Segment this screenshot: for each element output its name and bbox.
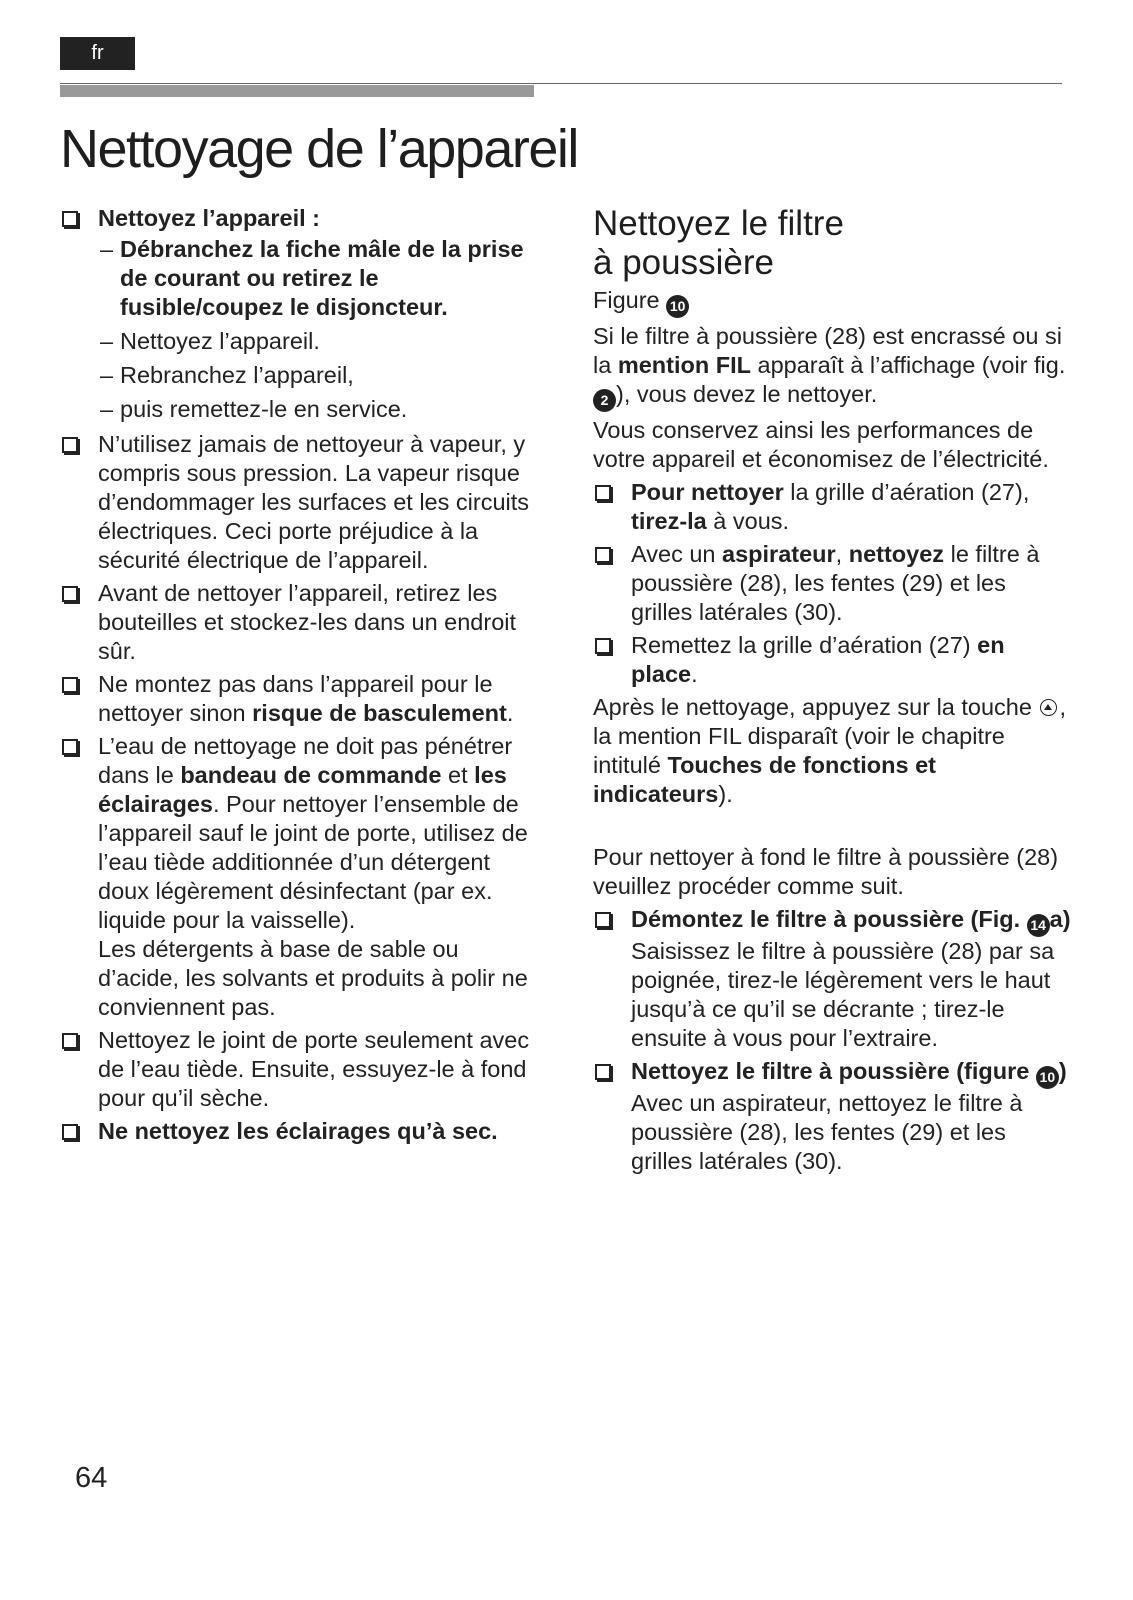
- checkbox-bullet-icon: [595, 912, 611, 928]
- paragraph-text: ), vous devez le nettoyer.: [616, 381, 878, 407]
- figure-label: Figure: [593, 287, 667, 313]
- item-bold-text: Pour nettoyer: [631, 479, 784, 505]
- item-bold-text: Nettoyez le filtre à poussière (figure: [631, 1058, 1036, 1084]
- sub-item-text: Débranchez la fiche mâle de la prise de courant ou retirez le fusible/coupez le disjoncteur.: [120, 236, 524, 320]
- item-text: .: [691, 661, 698, 687]
- item-bold-text: tirez-la: [631, 508, 707, 534]
- checkbox-bullet-icon: [595, 638, 611, 654]
- dash-bullet: –: [100, 328, 114, 354]
- sub-list-item: [98, 361, 540, 390]
- figure-number-badge: 10: [1036, 1066, 1059, 1089]
- item-bold-text: Démontez le filtre à poussière (Fig.: [631, 906, 1027, 932]
- item-text: à vous.: [706, 508, 790, 534]
- figure-number-badge: 14: [1027, 914, 1050, 937]
- list-item: [593, 1057, 1073, 1176]
- item-bold-text: a): [1049, 906, 1071, 932]
- item-bold-text: nettoyez: [848, 541, 945, 567]
- list-item: [593, 540, 1073, 627]
- right-checklist-procedure: [593, 905, 1073, 1176]
- paragraph-text: Si le filtre à poussière (28) est encrassé ou si la: [593, 323, 1062, 378]
- list-item: [60, 1026, 540, 1113]
- list-item: [60, 204, 540, 424]
- paragraph-bold-text: mention FIL: [617, 352, 751, 378]
- item-text: .: [506, 700, 514, 726]
- item-text: N’utilisez jamais de nettoyeur à vapeur, y compris sous pression. La vapeur risque d’endommager les surfaces et les circuits électriques. Ceci porte préjudice à la sécurité électrique de l’appareil.: [98, 431, 530, 573]
- checkbox-bullet-icon: [62, 586, 78, 602]
- item-text: et: [441, 762, 475, 788]
- item-text: Saisissez le filtre à poussière (28) par sa poignée, tirez-le légèrement vers le haut jusqu’à ce qu’il se décrante ; tirez-le ensuite à vous pour l’extraire.: [631, 938, 1055, 1051]
- page-title: Nettoyage de l’appareil: [60, 119, 578, 179]
- paragraph-bold-text: Touches de fonctions et indicateurs: [593, 752, 936, 807]
- figure-reference: [593, 286, 1073, 318]
- item-text: le filtre à poussière (28), les fentes (29) et les grilles latérales (30).: [631, 541, 1040, 625]
- paragraph-text: apparaît à l’affichage (voir fig.: [750, 352, 1066, 378]
- dash-bullet: –: [100, 236, 114, 262]
- left-checklist: [60, 204, 540, 1146]
- page-number: 64: [75, 1462, 108, 1494]
- list-item: [60, 430, 540, 575]
- sub-item-text: puis remettez-le en service.: [120, 396, 408, 422]
- figure-number-badge: 2: [593, 389, 616, 412]
- list-item: [60, 732, 540, 1022]
- spacer: [593, 813, 1073, 843]
- paragraph-text: , la mention FIL disparaît (voir le chapitre intitulé: [593, 694, 1067, 778]
- paragraph: Vous conservez ainsi les performances de votre appareil et économisez de l’électricité.: [593, 417, 1049, 472]
- dash-bullet: –: [100, 362, 114, 388]
- left-column: [60, 204, 540, 1150]
- sub-list-item: [98, 235, 540, 322]
- checkbox-bullet-icon: [595, 485, 611, 501]
- language-tab: fr: [60, 37, 135, 70]
- checkbox-bullet-icon: [62, 1033, 78, 1049]
- list-item: [60, 670, 540, 728]
- checkbox-bullet-icon: [62, 677, 78, 693]
- section-title: [593, 204, 1073, 282]
- item-bold-text: les éclairages: [98, 762, 507, 817]
- item-text: L’eau de nettoyage ne doit pas pénétrer dans le: [98, 733, 513, 788]
- list-item: [60, 579, 540, 666]
- sub-item-text: Nettoyez l’appareil.: [120, 328, 320, 354]
- item-text: la grille d’aération (27),: [783, 479, 1030, 505]
- item-text-continued: Les détergents à base de sable ou d’acide, les solvants et produits à polir ne conviennent pas.: [98, 936, 528, 1020]
- item-text: Avant de nettoyer l’appareil, retirez les bouteilles et stockez-les dans un endroit sûr.: [98, 580, 517, 664]
- paragraph-text: ).: [718, 781, 733, 807]
- checkbox-bullet-icon: [62, 1124, 78, 1140]
- list-item: [593, 905, 1073, 1053]
- item-bold-text: risque de basculement: [252, 700, 507, 726]
- sub-list-item: [98, 395, 540, 424]
- alarm-key-icon: [1040, 699, 1057, 716]
- list-item: [60, 1117, 540, 1146]
- paragraph: [593, 693, 1073, 809]
- item-bold-text: aspirateur: [722, 541, 836, 567]
- checkbox-bullet-icon: [595, 1064, 611, 1080]
- section-title-line: Nettoyez le filtre: [593, 204, 844, 243]
- item-text: Avec un: [631, 541, 723, 567]
- item-text: ,: [835, 541, 849, 567]
- item-text: . Pour nettoyer l’ensemble de l’appareil sauf le joint de porte, utilisez de l’eau tiède additionnée d’un détergent doux légèrement désinfectant (par ex. liquide pour la vaisselle).: [98, 791, 528, 933]
- paragraph-text: Après le nettoyage, appuyez sur la touche: [593, 694, 1039, 720]
- item-text: Nettoyez le joint de porte seulement avec de l’eau tiède. Ensuite, essuyez-le à fond pour qu’il sèche.: [98, 1027, 530, 1111]
- item-bold-text: bandeau de commande: [180, 762, 442, 788]
- sub-list: [98, 235, 540, 424]
- item-title: Nettoyez l’appareil :: [98, 205, 320, 231]
- header-rule-thick: [60, 85, 534, 97]
- checkbox-bullet-icon: [595, 547, 611, 563]
- right-column: [593, 204, 1073, 1180]
- right-checklist: [593, 478, 1073, 689]
- list-item: [593, 478, 1073, 536]
- checkbox-bullet-icon: [62, 437, 78, 453]
- item-bold-text: ): [1058, 1058, 1067, 1084]
- sub-item-text: Rebranchez l’appareil,: [120, 362, 354, 388]
- figure-number-badge: 10: [666, 295, 689, 318]
- dash-bullet: –: [100, 396, 114, 422]
- checkbox-bullet-icon: [62, 211, 78, 227]
- section-title-line: à poussière: [593, 243, 774, 282]
- item-bold-text: Ne nettoyez les éclairages qu’à sec.: [98, 1118, 498, 1144]
- paragraph: [593, 322, 1073, 412]
- item-text: Ne montez pas dans l’appareil pour le nettoyer sinon: [98, 671, 493, 726]
- item-text: Avec un aspirateur, nettoyez le filtre à poussière (28), les fentes (29) et les grilles latérales (30).: [631, 1090, 1023, 1174]
- item-text: Remettez la grille d’aération (27): [631, 632, 978, 658]
- item-bold-text: en place: [631, 632, 1005, 687]
- paragraph: Pour nettoyer à fond le filtre à poussière (28) veuillez procéder comme suit.: [593, 844, 1059, 899]
- checkbox-bullet-icon: [62, 739, 78, 755]
- header-rule-thin: [60, 83, 1062, 84]
- sub-list-item: [98, 327, 540, 356]
- list-item: [593, 631, 1073, 689]
